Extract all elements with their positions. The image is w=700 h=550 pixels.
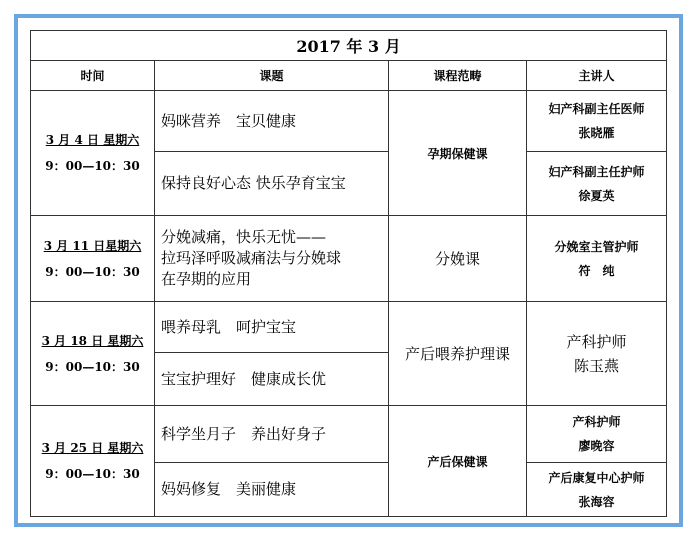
header-topic: 课题 — [155, 61, 389, 91]
speaker-name: 廖晚容 — [578, 439, 615, 453]
header-speaker: 主讲人 — [527, 61, 667, 91]
session-speaker — [527, 216, 667, 302]
session-category: 产后保健课 — [389, 406, 527, 517]
session-topic: 宝宝护理好 健康成长优 — [155, 353, 389, 406]
schedule-table — [30, 30, 667, 517]
session-speaker — [527, 152, 667, 216]
session-date: 3 月 4 日 星期六 — [45, 133, 140, 147]
speaker-name: 张晓雁 — [578, 126, 615, 140]
speaker-name: 陈玉燕 — [574, 356, 620, 375]
speaker-title: 妇产科副主任护师 — [548, 164, 645, 179]
topic-line: 拉玛泽呼吸减痛法与分娩球 — [161, 249, 342, 267]
header-row — [31, 61, 667, 91]
session-date: 3 月 11 日星期六 — [43, 238, 142, 253]
speaker-title: 产后康复中心护师 — [548, 470, 645, 485]
table-row — [31, 302, 667, 353]
speaker-name: 张海容 — [578, 494, 615, 509]
session-date: 3 月 18 日 星期六 — [41, 333, 144, 348]
speaker-name: 徐夏英 — [578, 188, 615, 203]
session-topic: 保持良好心态 快乐孕育宝宝 — [155, 152, 389, 216]
session-category: 分娩课 — [389, 216, 527, 302]
session-time-cell — [31, 91, 155, 216]
schedule-title: 2017 年 3 月 — [31, 31, 667, 61]
topic-line: 在孕期的应用 — [161, 270, 252, 288]
session-topic — [155, 216, 389, 302]
session-hours: 9：00—10：30 — [45, 159, 140, 173]
speaker-title: 产科护师 — [566, 332, 627, 351]
table-row — [31, 216, 667, 302]
session-hours: 9：00—10：30 — [45, 359, 140, 374]
session-time-cell — [31, 216, 155, 302]
header-time: 时间 — [31, 61, 155, 91]
session-category: 产后喂养护理课 — [389, 302, 527, 406]
table-row — [31, 91, 667, 152]
session-speaker — [527, 463, 667, 517]
title-row — [31, 31, 667, 61]
session-time-cell — [31, 302, 155, 406]
session-category: 孕期保健课 — [389, 91, 527, 216]
session-hours: 9：00—10：30 — [45, 264, 140, 279]
speaker-title: 妇产科副主任医师 — [548, 102, 645, 116]
session-hours: 9：00—10：30 — [45, 467, 140, 481]
speaker-title: 产科护师 — [572, 415, 621, 429]
speaker-name: 符 纯 — [578, 263, 615, 278]
session-topic: 喂养母乳 呵护宝宝 — [155, 302, 389, 353]
header-category: 课程范畴 — [389, 61, 527, 91]
table-row — [31, 406, 667, 463]
topic-line: 分娩减痛，快乐无忧—— — [161, 228, 327, 246]
session-speaker — [527, 91, 667, 152]
session-date: 3 月 25 日 星期六 — [41, 441, 144, 455]
session-topic: 妈咪营养 宝贝健康 — [155, 91, 389, 152]
session-topic: 妈妈修复 美丽健康 — [155, 463, 389, 517]
session-speaker — [527, 406, 667, 463]
session-speaker — [527, 302, 667, 406]
speaker-title: 分娩室主管护师 — [554, 239, 639, 254]
session-topic: 科学坐月子 养出好身子 — [155, 406, 389, 463]
session-time-cell — [31, 406, 155, 517]
